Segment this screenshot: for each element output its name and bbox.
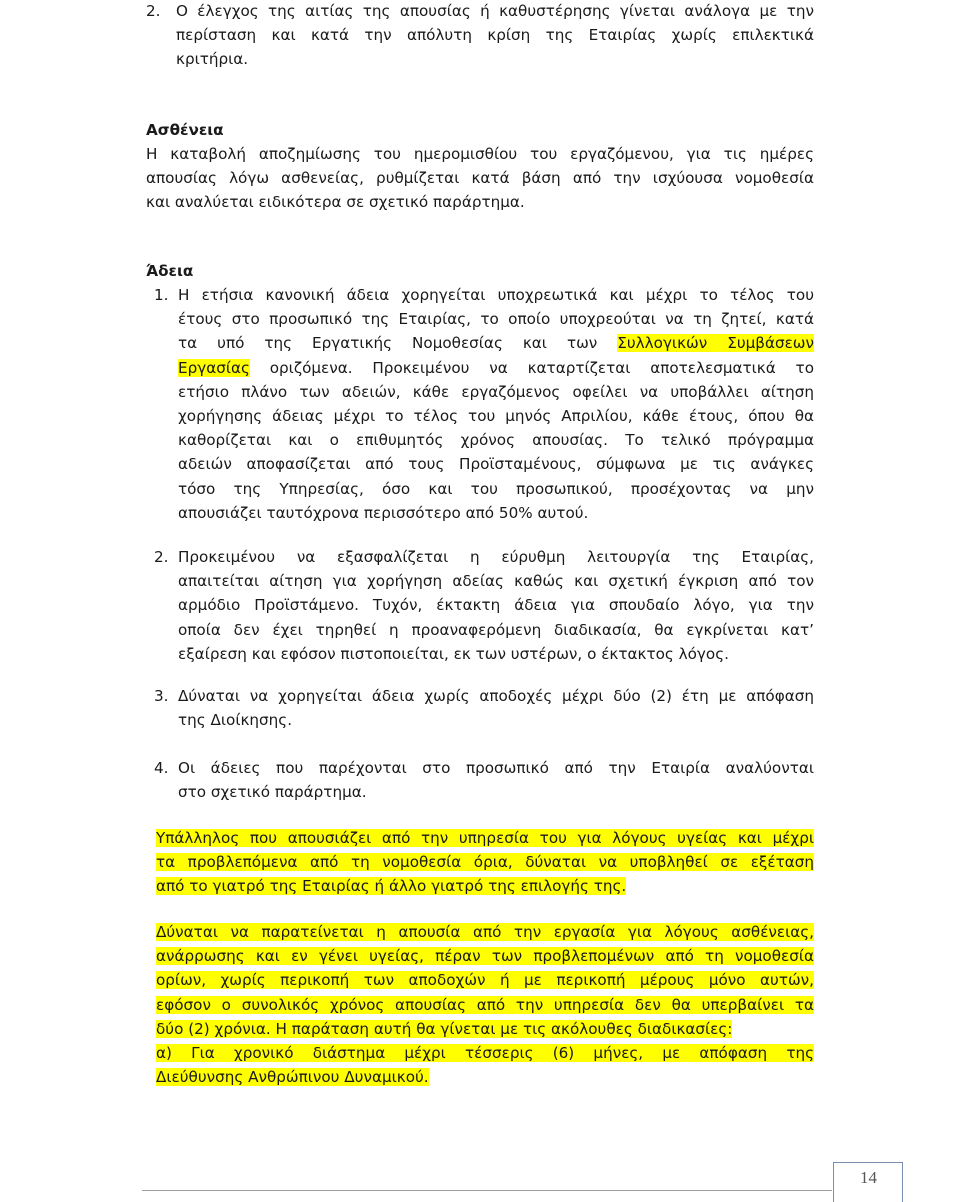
text-line: ετήσιο πλάνο των αδειών, κάθε εργαζόμενος οφείλει να υποβάλλει αίτηση: [178, 382, 814, 401]
text-line: κριτήρια.: [176, 50, 249, 69]
paragraph-leave-2: [178, 545, 814, 666]
text-line: Δύναται να χορηγείται άδεια χωρίς αποδοχές μέχρι δύο (2) έτη με απόφαση: [178, 687, 814, 705]
text-line: Οι άδειες που παρέχονται στο προσωπικό από την Εταιρία αναλύονται: [178, 759, 814, 777]
text-line: τόσο της Υπηρεσίας, όσο και του προσωπικού, προσέχοντας να μην: [178, 479, 814, 498]
text-line: [156, 1041, 814, 1065]
text-line: οποία δεν έχει τηρηθεί η προαναφερόμενη διαδικασία, θα εγκρίνεται κατ’: [178, 620, 814, 639]
text-line: [178, 356, 814, 380]
text-line: απουσιάζει ταυτόχρονα περισσότερο από 50% αυτού.: [178, 503, 589, 522]
text-line: [156, 874, 814, 898]
text-line: στο σχετικό παράρτημα.: [178, 783, 367, 802]
text-line: [156, 826, 814, 850]
text-line: απουσίας λόγω ασθενείας, ρυθμίζεται κατά βάση από την ισχύουσα νομοθεσία: [146, 169, 814, 188]
text-line: [156, 944, 814, 968]
page-number: 14: [860, 1168, 877, 1187]
text-line: απαιτείται αίτηση για χορήγηση αδείας καθώς και σχετική έγκριση από τον: [178, 572, 814, 591]
highlighted-paragraph-extension: [156, 920, 814, 1089]
text-line: [156, 920, 814, 944]
text-line: [156, 968, 814, 992]
text-line: χορήγησης άδειας μέχρι το τέλος του μηνός Απριλίου, κάθε έτους, όπου θα: [178, 407, 814, 426]
item-number: 2.: [146, 2, 161, 20]
paragraph-top: [176, 0, 814, 72]
highlighted-text: ανάρρωσης και εν γένει υγείας, πέραν των προβλεπομένων από τη νομοθεσία: [156, 947, 814, 966]
text-line: εξαίρεση και εφόσον πιστοποιείται, εκ των υστέρων, ο έκτακτος λόγος.: [178, 644, 729, 663]
text-line: καθορίζεται και ο επιθυμητός χρόνος απουσίας. Το τελικό πρόγραμμα: [178, 431, 814, 450]
text-line: [156, 1017, 814, 1041]
paragraph-leave-4: [178, 756, 814, 804]
item-number: 3.: [154, 687, 169, 705]
highlighted-text: από το γιατρό της Εταιρίας ή άλλο γιατρό της επιλογής της.: [156, 877, 627, 896]
text-line: Ο έλεγχος της αιτίας της απουσίας ή καθυστέρησης γίνεται ανάλογα με την: [176, 2, 814, 20]
item-number: 4.: [154, 759, 169, 777]
section-heading-sickness: Ασθένεια: [146, 121, 224, 139]
text-line: και αναλύεται ειδικότερα σε σχετικό παράρτημα.: [146, 193, 525, 212]
highlighted-text: ορίων, χωρίς περικοπή των αποδοχών ή με περικοπή μέρους μόνο αυτών,: [156, 971, 814, 990]
text-line: της Διοίκησης.: [178, 711, 293, 730]
text-line: Η καταβολή αποζημίωσης του ημερομισθίου του εργαζόμενου, για τις ημέρες: [146, 145, 814, 163]
text-line: Προκειμένου να εξασφαλίζεται η εύρυθμη λειτουργία της Εταιρίας,: [178, 548, 814, 566]
text-line: αρμόδιο Προϊστάμενο. Τυχόν, έκτακτη άδεια για σπουδαίο λόγο, για την: [178, 596, 814, 615]
text-line: έτους στο προσωπικό της Εταιρίας, το οποίο υποχρεούται να τη ζητεί, κατά: [178, 310, 814, 329]
text-line: αδειών αποφασίζεται από τους Προϊσταμένους, σύμφωνα με τις ανάγκες: [178, 455, 814, 474]
text-line: [156, 850, 814, 874]
highlighted-text: Εργασίας: [178, 358, 250, 377]
highlighted-text: Συλλογικών Συμβάσεων: [617, 334, 815, 353]
highlighted-text: εφόσον ο συνολικός χρόνος απουσίας από την υπηρεσία δεν θα υπερβαίνει τα: [156, 995, 814, 1014]
paragraph-leave-3: [178, 684, 814, 732]
highlighted-text: Υπάλληλος που απουσιάζει από την υπηρεσία του για λόγους υγείας και μέχρι: [156, 829, 814, 847]
text-line: περίσταση και κατά την απόλυτη κρίση της Εταιρίας χωρίς επιλεκτικά: [176, 26, 814, 45]
item-number: 1.: [154, 286, 169, 304]
section-heading-leave: Άδεια: [146, 262, 194, 280]
highlighted-text: δύο (2) χρόνια. Η παράταση αυτή θα γίνεται με τις ακόλουθες διαδικασίες:: [156, 1019, 733, 1038]
text-line: Η ετήσια κανονική άδεια χορηγείται υποχρεωτικά και μέχρι το τέλος του: [178, 286, 814, 304]
text-line: [156, 1065, 814, 1089]
text-run: τα υπό της Εργατικής Νομοθεσίας και των: [178, 334, 618, 353]
footer-rule: [142, 1190, 832, 1191]
highlighted-text: Δύναται να παρατείνεται η απουσία από την εργασία για λόγους ασθένειας,: [156, 923, 814, 941]
text-run: οριζόμενα. Προκειμένου να καταρτίζεται αποτελεσματικά το: [249, 358, 814, 377]
text-line: [178, 331, 814, 355]
highlighted-text: Διεύθυνσης Ανθρώπινου Δυναμικού.: [156, 1068, 429, 1087]
item-number: 2.: [154, 548, 169, 566]
highlighted-paragraph-medical-exam: [156, 826, 814, 899]
highlighted-text: τα προβλεπόμενα από τη νομοθεσία όρια, δύναται να υποβληθεί σε εξέταση: [156, 853, 814, 872]
highlighted-text: α) Για χρονικό διάστημα μέχρι τέσσερις (6) μήνες, με απόφαση της: [156, 1044, 814, 1063]
paragraph-sickness: [146, 142, 814, 215]
paragraph-leave-1: [178, 283, 814, 525]
text-line: [156, 993, 814, 1017]
